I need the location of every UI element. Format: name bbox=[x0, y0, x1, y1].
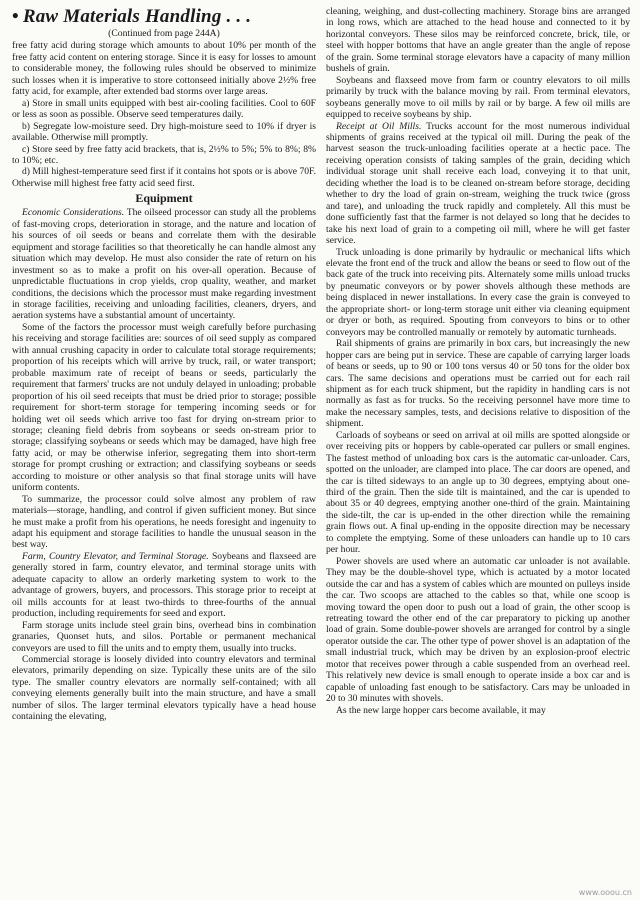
run-in-heading: Receipt at Oil Mills. bbox=[336, 120, 422, 132]
paragraph bbox=[326, 121, 630, 247]
paragraph-text: Trucks account for the most numerous individual shipments of grains received at the typical oil mill. During the peak of the harvest season the truck-unloading facilities operate at a hectic pace. The receiving operation consists of taking samples of the grain, deciding which individual storage unit shall receive each load, conveying it to that unit, deciding whether the load is to be cleaned on-stream before storage, deciding whether to dry the load of grain on-stream, weighing the truck twice (gross and tare), and unloading the truck rapidly and completely. All this must be done sufficiently fast that the farmer is not delayed so long that he decides to take his next load of grain to a competing oil mill, where he will get faster service. bbox=[326, 120, 630, 247]
left-column bbox=[12, 6, 316, 896]
paragraph: d) Mill highest-temperature seed first if it contains hot spots or is above 70F. Otherwise mill highest free fatty acid seed first. bbox=[12, 166, 316, 189]
run-in-heading: Economic Considerations. bbox=[22, 207, 125, 219]
right-column bbox=[326, 6, 630, 896]
paragraph: Commercial storage is loosely divided into country elevators and terminal elevators, primarily depending on size. Typically these units are of the silo type. The smaller country elevators are normally self-contained; with all conveying elements generally built into the main structure, and have a small number of silos. The larger terminal elevators typically have a head house containing the elevating, bbox=[12, 654, 316, 723]
paragraph bbox=[12, 551, 316, 620]
section-heading: Equipment bbox=[135, 191, 193, 206]
paragraph: free fatty acid during storage which amounts to about 10% per month of the free fatty acid content on entering storage. Since it is easy for losses to amount to considerable money, the following rules should be observed to minimize such losses when it is imperative to store cottonseed initially above 2½% free fatty acid, for example, after extended bad storms over large areas. bbox=[12, 40, 316, 98]
paragraph-text: Soybeans and flaxseed are generally stored in farm, country elevator, and terminal storage units with adequate capacity to allow an orderly marketing system to work to the advantage of growers, buyers, and processors. This storage prior to receipt at oil mills accounts for at least two-thirds to three-fourths of the annual production, including requirements for seed and export. bbox=[12, 550, 316, 620]
paragraph: b) Segregate low-moisture seed. Dry high-moisture seed to 10% if dryer is available. Otherwise mill promptly. bbox=[12, 120, 316, 144]
paragraph: Some of the factors the processor must weigh carefully before purchasing his receiving and storage facilities are: sources of oil seed supply as compared with annual crushing capacity in order to calculate total storage requirements; proportion of his receipts which will arrive by truck, rail, or water transport; probable maximum rate of receipt of beans or seeds, particularly the requirement that farmers' trucks are not unduly delayed in unloading; probable proportion of his oil seed receipts that must be dried prior to storage; possible requirement for short-term storage for tempering incoming seeds or for holding wet oil seeds which arrive too fast for drying on-stream prior to storage; cleaning field debris from soybeans or seeds on-stream prior to storage; classifying soybeans or seeds which may be damaged, have high free fatty acid, or may be otherwise inferior, segregating them into short-term storage for prompt crushing or extraction; and classifying soybeans or seeds according to moisture or other analysis so that final storage units will have uniform contents. bbox=[12, 321, 316, 494]
article-title-text: Raw Materials Handling . . . bbox=[22, 6, 252, 27]
paragraph: Rail shipments of grains are primarily in box cars, but increasingly the new hopper cars are being put in service. These are capable of carrying larger loads of beans or seeds, up to 90 or 100 tons versus 40 or 50 tons for the older box cars. The same decisions and operations must be carried out for each rail shipment as for each truck shipment, but the rapidity in handling cars is not normally as fast as for trucks. So the receiving personnel have more time to make the necessary samples, tests, and decisions relative to disposition of the shipment. bbox=[326, 338, 630, 430]
paragraph: c) Store seed by free fatty acid brackets, that is, 2½% to 5%; 5% to 8%; 8% to 10%; etc. bbox=[12, 143, 316, 166]
paragraph: Carloads of soybeans or seed on arrival at oil mills are spotted alongside or over receiving pits or hoppers by cable-operated car pullers or small engines. The fastest method of unloading box cars is the automatic car-unloader. Cars, spotted on the unloader, are clamped into place. The car doors are opened, and the car is tilted sideways to an angle up to 30 degrees, emptying about one-third of the grain. Then the side tilt is maintained, and the car is upended to about 35 or 40 degrees, emptying another one-third of the grain. Maintaining the side-tilt, the car is up-ended in the other direction while the remaining grain flows out. A final up-ending in the opposite direction may be necessary to complete the emptying. Some of these unloaders can handle up to 10 cars per hour. bbox=[326, 429, 630, 556]
paragraph bbox=[12, 207, 316, 322]
paragraph: As the new large hopper cars become available, it may bbox=[336, 704, 546, 716]
paragraph: Soybeans and flaxseed move from farm or country elevators to oil mills primarily by truck with the balance moving by rail. From terminal elevators, soybeans generally move to oil mills by rail or by barge. A few oil mills are equipped to receive soybeans by ship. bbox=[326, 74, 630, 121]
paragraph: Farm storage units include steel grain bins, overhead bins in combination granaries, Quonset huts, and silos. Portable or permanent mechanical conveyors are used to fill the units and to empty them, usually into trucks. bbox=[12, 619, 316, 654]
article-title: • Raw Materials Handling . . . bbox=[12, 6, 252, 27]
paragraph: Power shovels are used where an automatic car unloader is not available. They may be the double-shovel type, which is actuated by a motor located outside the car and has a system of cables which are mounted on pulleys inside the car. Two scoops are attached to the cables so that, while one scoop is moving toward the open door to push out a load of grain, the other scoop is retreating toward the other end of the car preparatory to picking up another load of grain. Some double-power shovels are arranged for control by a single operator outside the car. The other type of power shovel is an adaptation of the small industrial truck, which may be driven by an explosion-proof electric motor that receives power through a cable suspended from an overhead reel. This relatively new device is small enough to operate inside a box car and is capable of unloading fast enough to be satisfactory. Cars may be unloaded in 20 to 30 minutes with shovels. bbox=[326, 555, 630, 705]
run-in-heading: Farm, Country Elevator, and Terminal Storage. bbox=[22, 550, 209, 562]
two-column-layout bbox=[12, 6, 630, 896]
paragraph: cleaning, weighing, and dust-collecting machinery. Storage bins are arranged in long rows, which are attached to the head house and connected to it by horizontal conveyors. These silos may be reinforced concrete, brick, tile, or steel with hopper bottoms that have an angle greater than the angle of repose of the grain. Some terminal storage elevators have a capacity of many million bushels of grain. bbox=[326, 6, 630, 75]
watermark: www.ooou.cn bbox=[578, 888, 632, 897]
paragraph: Truck unloading is done primarily by hydraulic or mechanical lifts which elevate the front end of the truck and allow the beans or seed to flow out of the back gate of the truck into receiving pits. Alternately some mills unload trucks by pneumatic conveyors or by power shovels although these methods are being displaced in newer installations. In every case the grain is conveyed to the appropriate short- or long-term storage unit either via cleaning equipment or dryer or both, as required. Spouting from conveyors to bins or to other conveyors may be controlled manually or remotely by automatic turnheads. bbox=[326, 246, 630, 338]
paragraph-text: The oilseed processor can study all the problems of fast-moving crops, deterioration in storage, and the nature and location of his sources of oil seeds or beans and correlate them with the desirable equipment and storage facilities so that theoretically he can handle almost any situation which may develop. He must also consider the rate of return on his investment so as to make a profit on his over-all operation. Because of unpredictable fluctuations in crop yields, crop quality, weather, and market conditions, the decisions which the processor must make regarding investment in storage facilities, receiving and unloading facilities, cleaners, dryers, and aeration systems have a substantial amount of uncertainty. bbox=[12, 207, 316, 322]
continued-note: (Continued from page 244A) bbox=[108, 28, 220, 39]
paragraph: To summarize, the processor could solve almost any problem of raw materials—storage, handling, and control if given sufficient money. But since he must make a profit from his operations, he needs foresight and ingenuity to adapt his equipment and storage facilities to handle the unusual season in the best way. bbox=[12, 493, 316, 551]
paragraph: a) Store in small units equipped with best air-cooling facilities. Cool to 60F or less as soon as possible. Observe seed temperatures daily. bbox=[12, 97, 316, 121]
